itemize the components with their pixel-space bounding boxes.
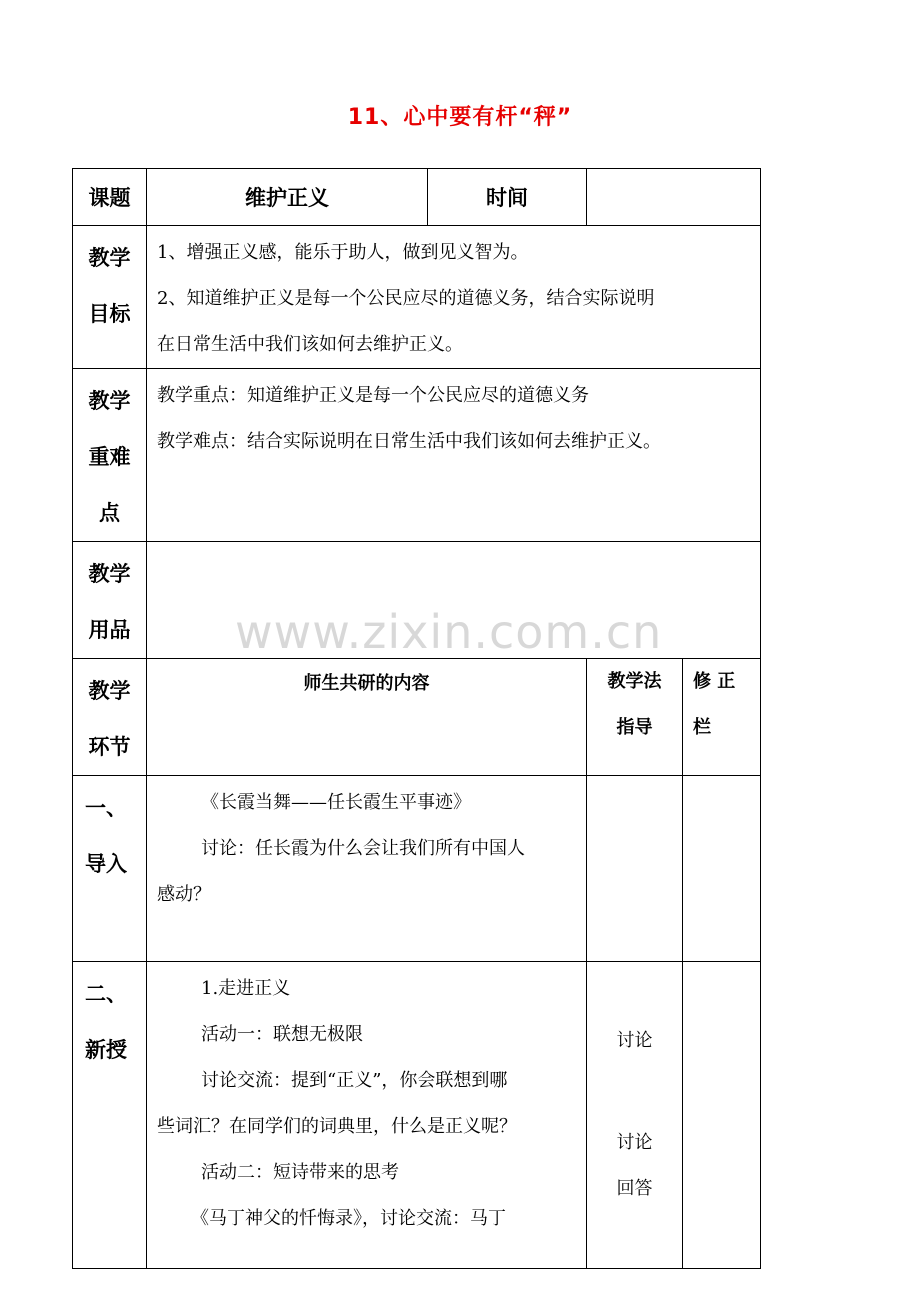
section2-line: 《马丁神父的忏悔录》，讨论交流：马丁 (191, 1208, 506, 1229)
materials-label (73, 542, 147, 659)
section2-line: 活动二：短诗带来的思考 (201, 1162, 399, 1183)
goals-row (73, 226, 761, 369)
section2-revision (683, 962, 761, 1269)
section2-label-line: 二、 (85, 982, 127, 1006)
section1-content (147, 776, 587, 962)
method-line: 讨论 (616, 1132, 653, 1153)
section2-line: 1.走进正义 (201, 978, 291, 999)
method-header (587, 659, 683, 776)
goal-line: 在日常生活中我们该如何去维护正义。 (157, 334, 463, 355)
section2-label (73, 962, 147, 1269)
goal-line: 1、增强正义感，能乐于助人，做到见义智为。 (157, 242, 529, 263)
stage-label (73, 659, 147, 776)
keypoints-label-line: 点 (99, 501, 120, 525)
materials-label-line: 教学 (88, 562, 131, 586)
time-label: 时间 (428, 169, 587, 226)
watermark: www.zixin.com.cn (235, 605, 663, 659)
keypoint-line: 教学重点：知道维护正义是每一个公民应尽的道德义务 (157, 385, 589, 406)
section2-content (147, 962, 587, 1269)
stage-header-row (73, 659, 761, 776)
method-line: 回答 (616, 1178, 653, 1199)
goals-label (73, 226, 147, 369)
method-header-line: 指导 (616, 717, 653, 738)
section1-method (587, 776, 683, 962)
stage-label-line: 教学 (88, 679, 131, 703)
section1-line: 感动？ (157, 884, 211, 905)
goals-content (147, 226, 761, 369)
section1-label-line: 一、 (85, 796, 127, 820)
revision-header (683, 659, 761, 776)
method-spacer (587, 1064, 682, 1120)
revision-header-line: 修 正 (693, 671, 736, 692)
lesson-plan-table (72, 168, 761, 1269)
keypoints-label-line: 重难 (88, 445, 131, 469)
section1-line: 《长霞当舞——任长霞生平事迹》 (201, 792, 471, 813)
section2-line: 些词汇？在同学们的词典里，什么是正义呢？ (157, 1116, 517, 1137)
topic-row (73, 169, 761, 226)
keypoints-content (147, 369, 761, 542)
section1-line: 讨论：任长霞为什么会让我们所有中国人 (201, 838, 525, 859)
keypoints-row (73, 369, 761, 542)
materials-label-line: 用品 (88, 618, 131, 642)
revision-header-line: 栏 (693, 717, 711, 738)
goal-line: 2、知道维护正义是每一个公民应尽的道德义务，结合实际说明 (157, 288, 655, 309)
topic-label: 课题 (73, 169, 147, 226)
topic-value: 维护正义 (147, 169, 428, 226)
section2-line: 活动一：联想无极限 (201, 1024, 363, 1045)
keypoints-label (73, 369, 147, 542)
section1-label-line: 导入 (85, 852, 127, 876)
keypoints-label-line: 教学 (88, 389, 131, 413)
section2-row (73, 962, 761, 1269)
page-title: 11、心中要有杆“秤” (347, 105, 573, 130)
content-header: 师生共研的内容 (147, 659, 587, 776)
section2-method (587, 962, 683, 1269)
section2-label-line: 新授 (85, 1038, 127, 1062)
time-value (587, 169, 761, 226)
goals-label-line: 教学 (88, 246, 131, 270)
section1-revision (683, 776, 761, 962)
section1-row (73, 776, 761, 962)
stage-label-line: 环节 (88, 735, 131, 759)
section2-line: 讨论交流：提到“正义”，你会联想到哪 (201, 1070, 508, 1091)
goals-label-line: 目标 (88, 302, 131, 326)
method-header-line: 教学法 (607, 671, 662, 692)
method-line: 讨论 (616, 1030, 653, 1051)
section1-label (73, 776, 147, 962)
keypoint-line: 教学难点：结合实际说明在日常生活中我们该如何去维护正义。 (157, 431, 661, 452)
